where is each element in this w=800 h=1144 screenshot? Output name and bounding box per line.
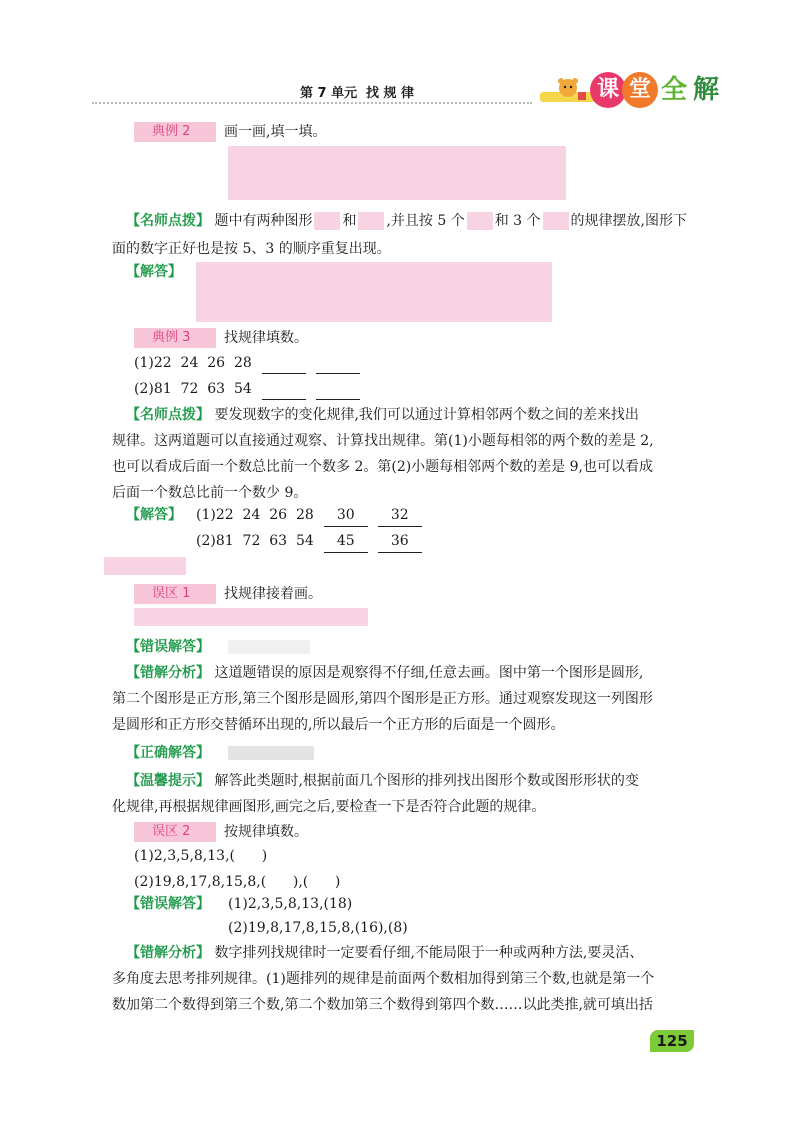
tip-1-line-1: 【名师点拨】 题中有两种图形 和 ,并且按 5 个 和 3 个 的规律摆放,图形下 [126,213,687,229]
shape-b-icon [358,212,384,230]
error-1-task: 找规律接着画。 [224,586,322,602]
analysis-2-line-1: 【错解分析】 数字排列找规律时一定要看仔细,不能局限于一种或两种方法,要灵活、 [126,945,644,961]
header-title: 找 规 律 [366,86,415,101]
error-2-q2: (2)19,8,17,8,15,8,( ),( ) [134,874,341,890]
example-3-task: 找规律填数。 [224,330,308,346]
blank-2 [316,357,360,374]
correct-1-label: 【正确解答】 [126,745,210,761]
wrong-2-label: 【错误解答】 [126,896,210,912]
tip-2-line-1: 【名师点拨】 要发现数字的变化规律,我们可以通过计算相邻两个数之间的差来找出 [126,407,639,423]
tip-1-label: 【名师点拨】 [126,213,210,229]
shape-a-icon [314,212,340,230]
logo-char-1: 课 [590,72,626,108]
answer-2-row-2: (2)81 72 63 54 45 36 [196,530,422,553]
blank-3 [262,383,306,400]
wrong-2-row-1: (1)2,3,5,8,13,(18) [228,896,353,912]
analysis-2-line-2: 多角度去思考排列规律。(1)题排列的规律是前面两个数相加得到第三个数,也就是第一个 [112,971,655,987]
header-dotted-line [92,102,532,104]
warm-tip-label: 【温馨提示】 [126,773,210,789]
tip-1-line-2: 面的数字正好也是按 5、3 的顺序重复出现。 [112,241,391,257]
answer-1-figure [196,262,552,322]
shape-a-icon [467,212,493,230]
correct-1-figure [228,746,314,760]
tip-2-label: 【名师点拨】 [126,407,210,423]
error-2-tag: 误区 2 [134,822,216,842]
tip-2-line-2: 规律。这两道题可以直接通过观察、计算找出规律。第(1)小题每相邻的两个数的差是 2, [112,433,654,449]
tip-2-line-4: 后面一个数总比前一个数少 9。 [112,485,308,501]
example-3-q1: (1)22 24 26 28 [134,352,360,374]
logo-char-4: 解 [692,75,719,105]
analysis-1-line-1: 【错解分析】 这道题错误的原因是观察得不仔细,任意去画。图中第一个图形是圆形, [126,665,644,681]
analysis-1-label: 【错解分析】 [126,665,210,681]
analysis-2-line-3: 数加第二个数得到第三个数,第二个数加第三个数得到第四个数……以此类推,就可填出括 [112,997,653,1013]
example-2-figure [228,146,566,200]
wrong-2-row-2: (2)19,8,17,8,15,8,(16),(8) [228,920,408,936]
blank-1 [262,357,306,374]
tip-2-line-3: 也可以看成后面一个数总比前一个数多 2。第(2)小题每相邻两个数的差是 9,也可以看成 [112,459,653,475]
section-marker [104,557,186,575]
example-2-task: 画一画,填一填。 [224,124,327,140]
page-number: 125 [650,1030,694,1052]
wrong-1-label: 【错误解答】 [126,639,210,655]
logo-char-2: 堂 [622,72,658,108]
analysis-1-line-3: 是圆形和正方形交替循环出现的,所以最后一个正方形的后面是一个圆形。 [112,717,565,733]
blank-4 [316,383,360,400]
shape-b-icon [543,212,569,230]
header-unit: 第 7 单元 [300,86,358,101]
example-3-tag: 典例 3 [134,328,216,348]
warm-tip-line-2: 化规律,再根据规律画图形,画完之后,要检查一下是否符合此题的规律。 [112,799,546,815]
example-3-q2: (2)81 72 63 54 [134,378,360,400]
warm-tip-line-1: 【温馨提示】 解答此类题时,根据前面几个图形的排列找出图形个数或图形形状的变 [126,773,639,789]
error-1-tag: 误区 1 [134,584,216,604]
analysis-2-label: 【错解分析】 [126,945,210,961]
answer-1-label: 【解答】 [126,264,182,280]
wrong-1-figure [228,640,310,654]
analysis-1-line-2: 第二个图形是正方形,第三个图形是圆形,第四个图形是正方形。通过观察发现这一列图形 [112,691,653,707]
bear-logo-icon [538,78,598,104]
error-2-task: 按规律填数。 [224,824,308,840]
error-2-q1: (1)2,3,5,8,13,( ) [134,848,268,864]
answer-2-label: 【解答】 [126,507,182,523]
error-1-figure [134,608,368,626]
example-2-tag: 典例 2 [134,122,216,142]
answer-2-row-1: (1)22 24 26 28 30 32 [196,504,422,527]
logo-char-3: 全 [660,75,687,105]
